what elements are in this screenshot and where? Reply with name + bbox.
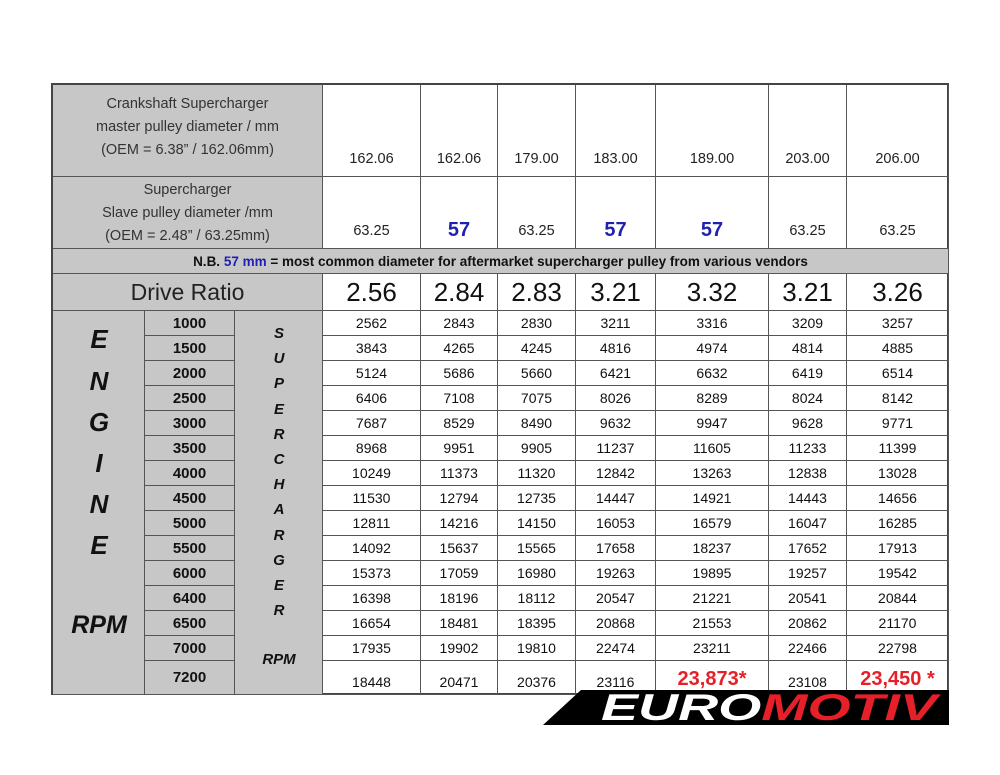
supercharger-rpm-cell: 16980: [498, 561, 576, 586]
crankshaft-pulley-label: [53, 85, 323, 177]
crankshaft-pulley-value: 189.00: [656, 85, 769, 177]
supercharger-rpm-cell: 6419: [769, 361, 847, 386]
supercharger-rpm-cell: 11320: [498, 461, 576, 486]
supercharger-rpm-cell: 14092: [323, 536, 421, 561]
engine-rpm-value: 7200: [145, 661, 235, 695]
supercharger-rpm-cell: 15373: [323, 561, 421, 586]
logo-text: [601, 690, 942, 725]
supercharger-rpm-cell: 7075: [498, 386, 576, 411]
supercharger-letter: G: [273, 551, 285, 569]
drive-ratio-value: 2.56: [323, 274, 421, 311]
supercharger-rpm-cell: 22798: [847, 636, 949, 661]
supercharger-rpm-cell: 21221: [656, 586, 769, 611]
supercharger-rpm-cell: 7687: [323, 411, 421, 436]
supercharger-rpm-cell: 5686: [421, 361, 498, 386]
supercharger-rpm-cell: 17059: [421, 561, 498, 586]
supercharger-rpm-cell: 4974: [656, 336, 769, 361]
engine-letter: E: [90, 530, 108, 560]
supercharger-rpm-cell: 19902: [421, 636, 498, 661]
supercharger-rpm-cell: 16047: [769, 511, 847, 536]
engine-rpm-value: 5500: [145, 536, 235, 561]
supercharger-rpm-cell: 17913: [847, 536, 949, 561]
crankshaft-label-line: (OEM = 6.38” / 162.06mm): [101, 142, 274, 158]
supercharger-rpm-cell: 12811: [323, 511, 421, 536]
crankshaft-pulley-value: 162.06: [421, 85, 498, 177]
supercharger-rpm-cell: 8026: [576, 386, 656, 411]
supercharger-rpm-cell: 20868: [576, 611, 656, 636]
supercharger-rpm-cell: 5124: [323, 361, 421, 386]
slave-label-line: (OEM = 2.48” / 63.25mm): [105, 228, 270, 244]
supercharger-rpm-cell: 8529: [421, 411, 498, 436]
slave-label-line: Supercharger: [143, 182, 232, 198]
supercharger-rpm-cell: 18448: [323, 661, 421, 695]
supercharger-rpm-cell: 17652: [769, 536, 847, 561]
note-prefix: N.B.: [193, 253, 221, 269]
crankshaft-pulley-value: 179.00: [498, 85, 576, 177]
drive-ratio-label: Drive Ratio: [53, 274, 323, 311]
supercharger-rpm-cell: 14656: [847, 486, 949, 511]
supercharger-rpm-cell: 14150: [498, 511, 576, 536]
engine-letter: N: [89, 489, 109, 519]
engine-rpm-value: 7000: [145, 636, 235, 661]
supercharger-rpm-cell: 6421: [576, 361, 656, 386]
supercharger-letter: C: [273, 451, 285, 468]
supercharger-letter: R: [273, 602, 285, 620]
supercharger-letter: P: [273, 375, 284, 393]
supercharger-rpm-cell: 6632: [656, 361, 769, 386]
supercharger-letter: R: [273, 425, 285, 443]
drive-ratio-value: 3.21: [576, 274, 656, 311]
drive-ratio-value: 2.84: [421, 274, 498, 311]
supercharger-rpm-cell: 9771: [847, 411, 949, 436]
supercharger-rpm-cell: 16398: [323, 586, 421, 611]
supercharger-rpm-cell: 5660: [498, 361, 576, 386]
supercharger-letter: E: [273, 400, 284, 418]
supercharger-rpm-cell: 19542: [847, 561, 949, 586]
supercharger-rpm-cell: 14921: [656, 486, 769, 511]
supercharger-rpm-cell: 8968: [323, 436, 421, 461]
engine-letter: N: [89, 366, 109, 396]
supercharger-rpm-cell: 3257: [847, 311, 949, 336]
drive-ratio-value: 2.83: [498, 274, 576, 311]
engine-rpm-value: 3500: [145, 436, 235, 461]
supercharger-rpm-cell: 20541: [769, 586, 847, 611]
engine-rpm-value: 4000: [145, 461, 235, 486]
supercharger-rpm-cell: 22474: [576, 636, 656, 661]
supercharger-letter: U: [273, 350, 285, 368]
supercharger-rpm-cell: 19810: [498, 636, 576, 661]
supercharger-rpm-cell: 23116: [576, 661, 656, 695]
engine-rpm-value: 2500: [145, 386, 235, 411]
supercharger-rpm-cell: 12842: [576, 461, 656, 486]
supercharger-rpm-cell: 18237: [656, 536, 769, 561]
supercharger-rpm-cell: 17658: [576, 536, 656, 561]
engine-rpm-value: 2000: [145, 361, 235, 386]
supercharger-rpm-cell: 9947: [656, 411, 769, 436]
supercharger-rpm-cell: 2562: [323, 311, 421, 336]
supercharger-rpm-cell: 21170: [847, 611, 949, 636]
supercharger-rpm-cell: 3843: [323, 336, 421, 361]
supercharger-rpm-cell: 14443: [769, 486, 847, 511]
supercharger-rpm-cell: 14447: [576, 486, 656, 511]
supercharger-rpm-cell: 6406: [323, 386, 421, 411]
supercharger-rpm-cell: 11605: [656, 436, 769, 461]
supercharger-rpm-cell: 10249: [323, 461, 421, 486]
supercharger-rpm-cell: 19263: [576, 561, 656, 586]
supercharger-rpm-cell: 11399: [847, 436, 949, 461]
supercharger-rpm-cell: 16579: [656, 511, 769, 536]
supercharger-rpm-cell: 20547: [576, 586, 656, 611]
supercharger-rpm-cell: 16285: [847, 511, 949, 536]
supercharger-rpm-cell: 16053: [576, 511, 656, 536]
supercharger-rpm-cell: 9951: [421, 436, 498, 461]
logo-text-euro: EURO: [601, 690, 708, 725]
supercharger-rpm-cell: 4816: [576, 336, 656, 361]
supercharger-rpm-cell: 2843: [421, 311, 498, 336]
supercharger-rpm-cell: 19895: [656, 561, 769, 586]
slave-pulley-value: 63.25: [769, 177, 847, 249]
engine-rpm-value: 1500: [145, 336, 235, 361]
supercharger-rpm-cell: 23,873*: [656, 661, 769, 695]
crankshaft-label-line: master pulley diameter / mm: [96, 119, 279, 135]
slave-pulley-value: 63.25: [323, 177, 421, 249]
engine-rpm-value: 6500: [145, 611, 235, 636]
supercharger-rpm-cell: 13028: [847, 461, 949, 486]
supercharger-rpm-cell: 11233: [769, 436, 847, 461]
slave-pulley-value: 63.25: [847, 177, 949, 249]
slave-pulley-value: 57: [421, 177, 498, 249]
crankshaft-pulley-value: 183.00: [576, 85, 656, 177]
supercharger-rpm-cell: 8142: [847, 386, 949, 411]
supercharger-rpm-cell: 9632: [576, 411, 656, 436]
supercharger-letter: A: [273, 501, 285, 519]
supercharger-rpm-cell: 4814: [769, 336, 847, 361]
supercharger-rpm-cell: 23211: [656, 636, 769, 661]
euromotiv-logo: [543, 690, 949, 725]
crankshaft-label-line: Crankshaft Supercharger: [106, 96, 269, 112]
supercharger-letter: R: [273, 526, 285, 544]
supercharger-rpm-cell: 4265: [421, 336, 498, 361]
supercharger-rpm-cell: 20844: [847, 586, 949, 611]
crankshaft-pulley-value: 203.00: [769, 85, 847, 177]
supercharger-rpm-cell: 23,450 *: [847, 661, 949, 695]
aftermarket-note: [53, 249, 949, 274]
supercharger-rpm-cell: 3209: [769, 311, 847, 336]
supercharger-rpm-cell: 19257: [769, 561, 847, 586]
supercharger-rpm-table: [51, 83, 949, 695]
supercharger-rpm-cell: 8024: [769, 386, 847, 411]
supercharger-rpm-cell: 7108: [421, 386, 498, 411]
supercharger-rpm-cell: 21553: [656, 611, 769, 636]
engine-letter: E: [90, 324, 108, 354]
supercharger-rpm-cell: 18196: [421, 586, 498, 611]
supercharger-rpm-cell: 17935: [323, 636, 421, 661]
supercharger-rpm-cell: 23108: [769, 661, 847, 695]
supercharger-rpm-cell: 15637: [421, 536, 498, 561]
engine-letter: G: [88, 407, 110, 437]
supercharger-rpm-cell: 16654: [323, 611, 421, 636]
engine-rpm-value: 1000: [145, 311, 235, 336]
supercharger-letter: S: [273, 325, 284, 342]
supercharger-rpm-label: RPM: [262, 651, 296, 668]
supercharger-rpm-cell: 6514: [847, 361, 949, 386]
engine-letter: I: [95, 448, 103, 478]
drive-ratio-value: 3.32: [656, 274, 769, 311]
supercharger-letter: H: [273, 476, 285, 494]
engine-rpm-value: 6000: [145, 561, 235, 586]
note-highlight-value: 57 mm: [223, 253, 267, 269]
engine-rpm-value: 5000: [145, 511, 235, 536]
supercharger-rpm-cell: 18481: [421, 611, 498, 636]
supercharger-rpm-cell: 4885: [847, 336, 949, 361]
supercharger-rpm-cell: 8289: [656, 386, 769, 411]
slave-pulley-value: 63.25: [498, 177, 576, 249]
supercharger-rpm-cell: 14216: [421, 511, 498, 536]
supercharger-rpm-cell: 20471: [421, 661, 498, 695]
drive-ratio-value: 3.21: [769, 274, 847, 311]
supercharger-rpm-cell: 2830: [498, 311, 576, 336]
slave-pulley-value: 57: [576, 177, 656, 249]
supercharger-rpm-cell: 3211: [576, 311, 656, 336]
supercharger-rpm-cell: 9628: [769, 411, 847, 436]
supercharger-rpm-cell: 20376: [498, 661, 576, 695]
supercharger-rpm-cell: 11373: [421, 461, 498, 486]
drive-ratio-value: 3.26: [847, 274, 949, 311]
crankshaft-pulley-value: 162.06: [323, 85, 421, 177]
logo-text-motiv: MOTIV: [761, 690, 879, 725]
supercharger-letter: E: [273, 577, 284, 594]
engine-rpm-value: 4500: [145, 486, 235, 511]
engine-rpm-value: 6400: [145, 586, 235, 611]
supercharger-rpm-cell: 13263: [656, 461, 769, 486]
supercharger-rpm-cell: 3316: [656, 311, 769, 336]
engine-rpm-value: 3000: [145, 411, 235, 436]
note-text: = most common diameter for aftermarket supercharger pulley from various vendors: [270, 253, 808, 269]
supercharger-rpm-cell: 12794: [421, 486, 498, 511]
supercharger-rpm-cell: 12838: [769, 461, 847, 486]
supercharger-rpm-cell: 18112: [498, 586, 576, 611]
slave-pulley-label: [53, 177, 323, 249]
supercharger-rpm-cell: 12735: [498, 486, 576, 511]
supercharger-rpm-cell: 15565: [498, 536, 576, 561]
supercharger-rpm-cell: 20862: [769, 611, 847, 636]
supercharger-rpm-cell: 22466: [769, 636, 847, 661]
supercharger-rpm-cell: 11237: [576, 436, 656, 461]
crankshaft-pulley-value: 206.00: [847, 85, 949, 177]
engine-rpm-label: RPM: [71, 611, 127, 639]
supercharger-rpm-cell: 18395: [498, 611, 576, 636]
supercharger-rpm-cell: 9905: [498, 436, 576, 461]
supercharger-rpm-cell: 11530: [323, 486, 421, 511]
slave-label-line: Slave pulley diameter /mm: [102, 205, 273, 221]
slave-pulley-value: 57: [656, 177, 769, 249]
supercharger-rpm-cell: 8490: [498, 411, 576, 436]
supercharger-rpm-cell: 4245: [498, 336, 576, 361]
